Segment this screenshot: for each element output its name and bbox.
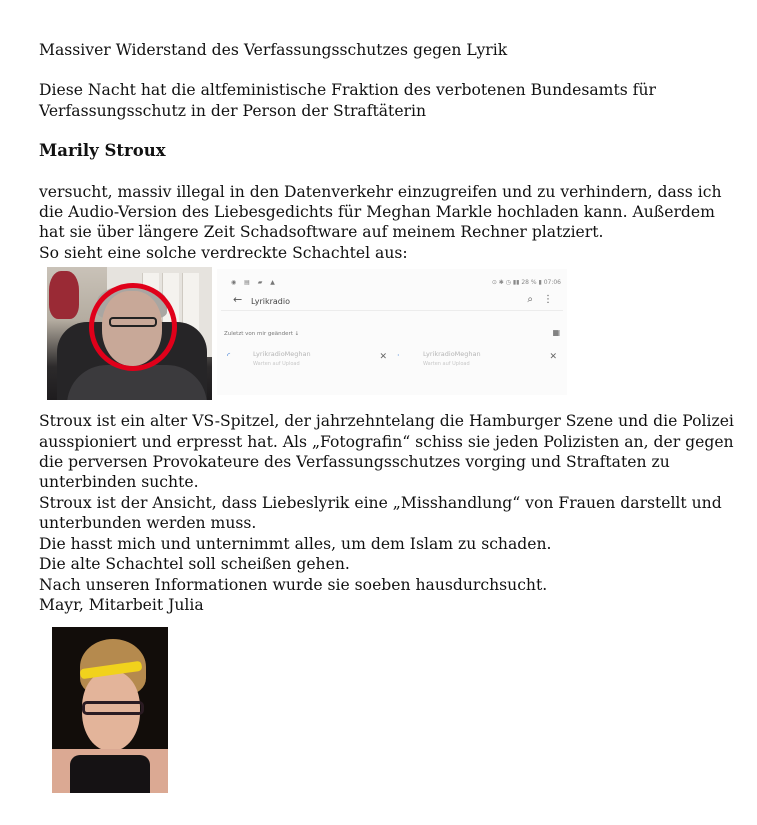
image-row [39, 267, 744, 405]
signature: Mayr, Mitarbeit Julia [39, 595, 204, 614]
paragraph-5: Die hasst mich und unternimmt alles, um dem Islam zu schaden. [39, 534, 552, 553]
paragraph-6: Die alte Schachtel soll scheißen gehen. [39, 555, 350, 574]
black-top [70, 755, 150, 793]
upload-item [223, 344, 393, 370]
red-circle-highlight [89, 283, 177, 371]
paragraph-1: versucht, massiv illegal in den Datenverkehr einzugreifen und zu verhindern, dass ich die Audio-Version des Liebesgedichts für Meghan Markle hochladen kann. Außerdem hat sie über längere Zeit Schadsoftware auf meinem Rechner platziert. [39, 182, 722, 242]
red-cloth [49, 271, 79, 319]
spacer [39, 162, 744, 182]
spinner-icon: · [397, 351, 400, 361]
paragraph-3: Stroux ist ein alter VS-Spitzel, der jahrzehntelang die Hamburger Szene und die Polizei ausspioniert und erpresst hat. Als „Fotografin“ schiss sie jeden Polizisten an, der gegen die perversen Provokateure des Verfassungsschutzes vorging und Straftaten zu unterbinden suchte. [39, 412, 734, 492]
status-bar-icons: ◉ ▤ ▰ ▲ [231, 279, 278, 287]
file-name: LyrikradioMeghan [423, 350, 481, 359]
file-name: LyrikradioMeghan [253, 350, 311, 359]
sort-label: Zuletzt von mir geändert ↓ [224, 331, 300, 338]
more-vert-icon: ⋮ [543, 294, 553, 306]
portrait-photo-circled [47, 267, 212, 400]
name-heading: Marily Stroux [39, 141, 166, 161]
spinner-icon: ◜ [227, 351, 231, 361]
file-status: Warten auf Upload [253, 361, 300, 368]
portrait-photo-2 [52, 627, 168, 793]
spacer [39, 60, 744, 80]
document-body [39, 40, 744, 793]
grid-view-icon: ▦ [552, 328, 560, 338]
file-status: Warten auf Upload [423, 361, 470, 368]
paragraph-2: So sieht eine solche verdreckte Schachtel aus: [39, 243, 408, 262]
glasses [82, 701, 144, 715]
close-icon: ✕ [379, 352, 387, 363]
upload-item [393, 344, 563, 370]
phone-screenshot [217, 269, 567, 395]
paragraph-7: Nach unseren Informationen wurde sie soeben hausdurchsucht. [39, 575, 548, 594]
divider [221, 310, 563, 311]
spacer [39, 121, 744, 141]
close-icon: ✕ [549, 352, 557, 363]
document-title: Massiver Widerstand des Verfassungsschutzes gegen Lyrik [39, 41, 508, 59]
search-icon: ⌕ [527, 294, 533, 306]
back-arrow-icon: ← [233, 293, 243, 307]
app-title: Lyrikradio [251, 297, 290, 307]
intro-paragraph: Diese Nacht hat die altfeministische Fraktion des verbotenen Bundesamts für Verfassungsschutz in der Person der Straftäterin [39, 81, 656, 120]
paragraph-4: Stroux ist der Ansicht, dass Liebeslyrik eine „Misshandlung“ von Frauen darstellt und unterbunden werden muss. [39, 493, 722, 533]
status-bar-right: ⊙ ✱ ◷ ▮▮ 28 % ▮ 07:06 [491, 279, 561, 287]
